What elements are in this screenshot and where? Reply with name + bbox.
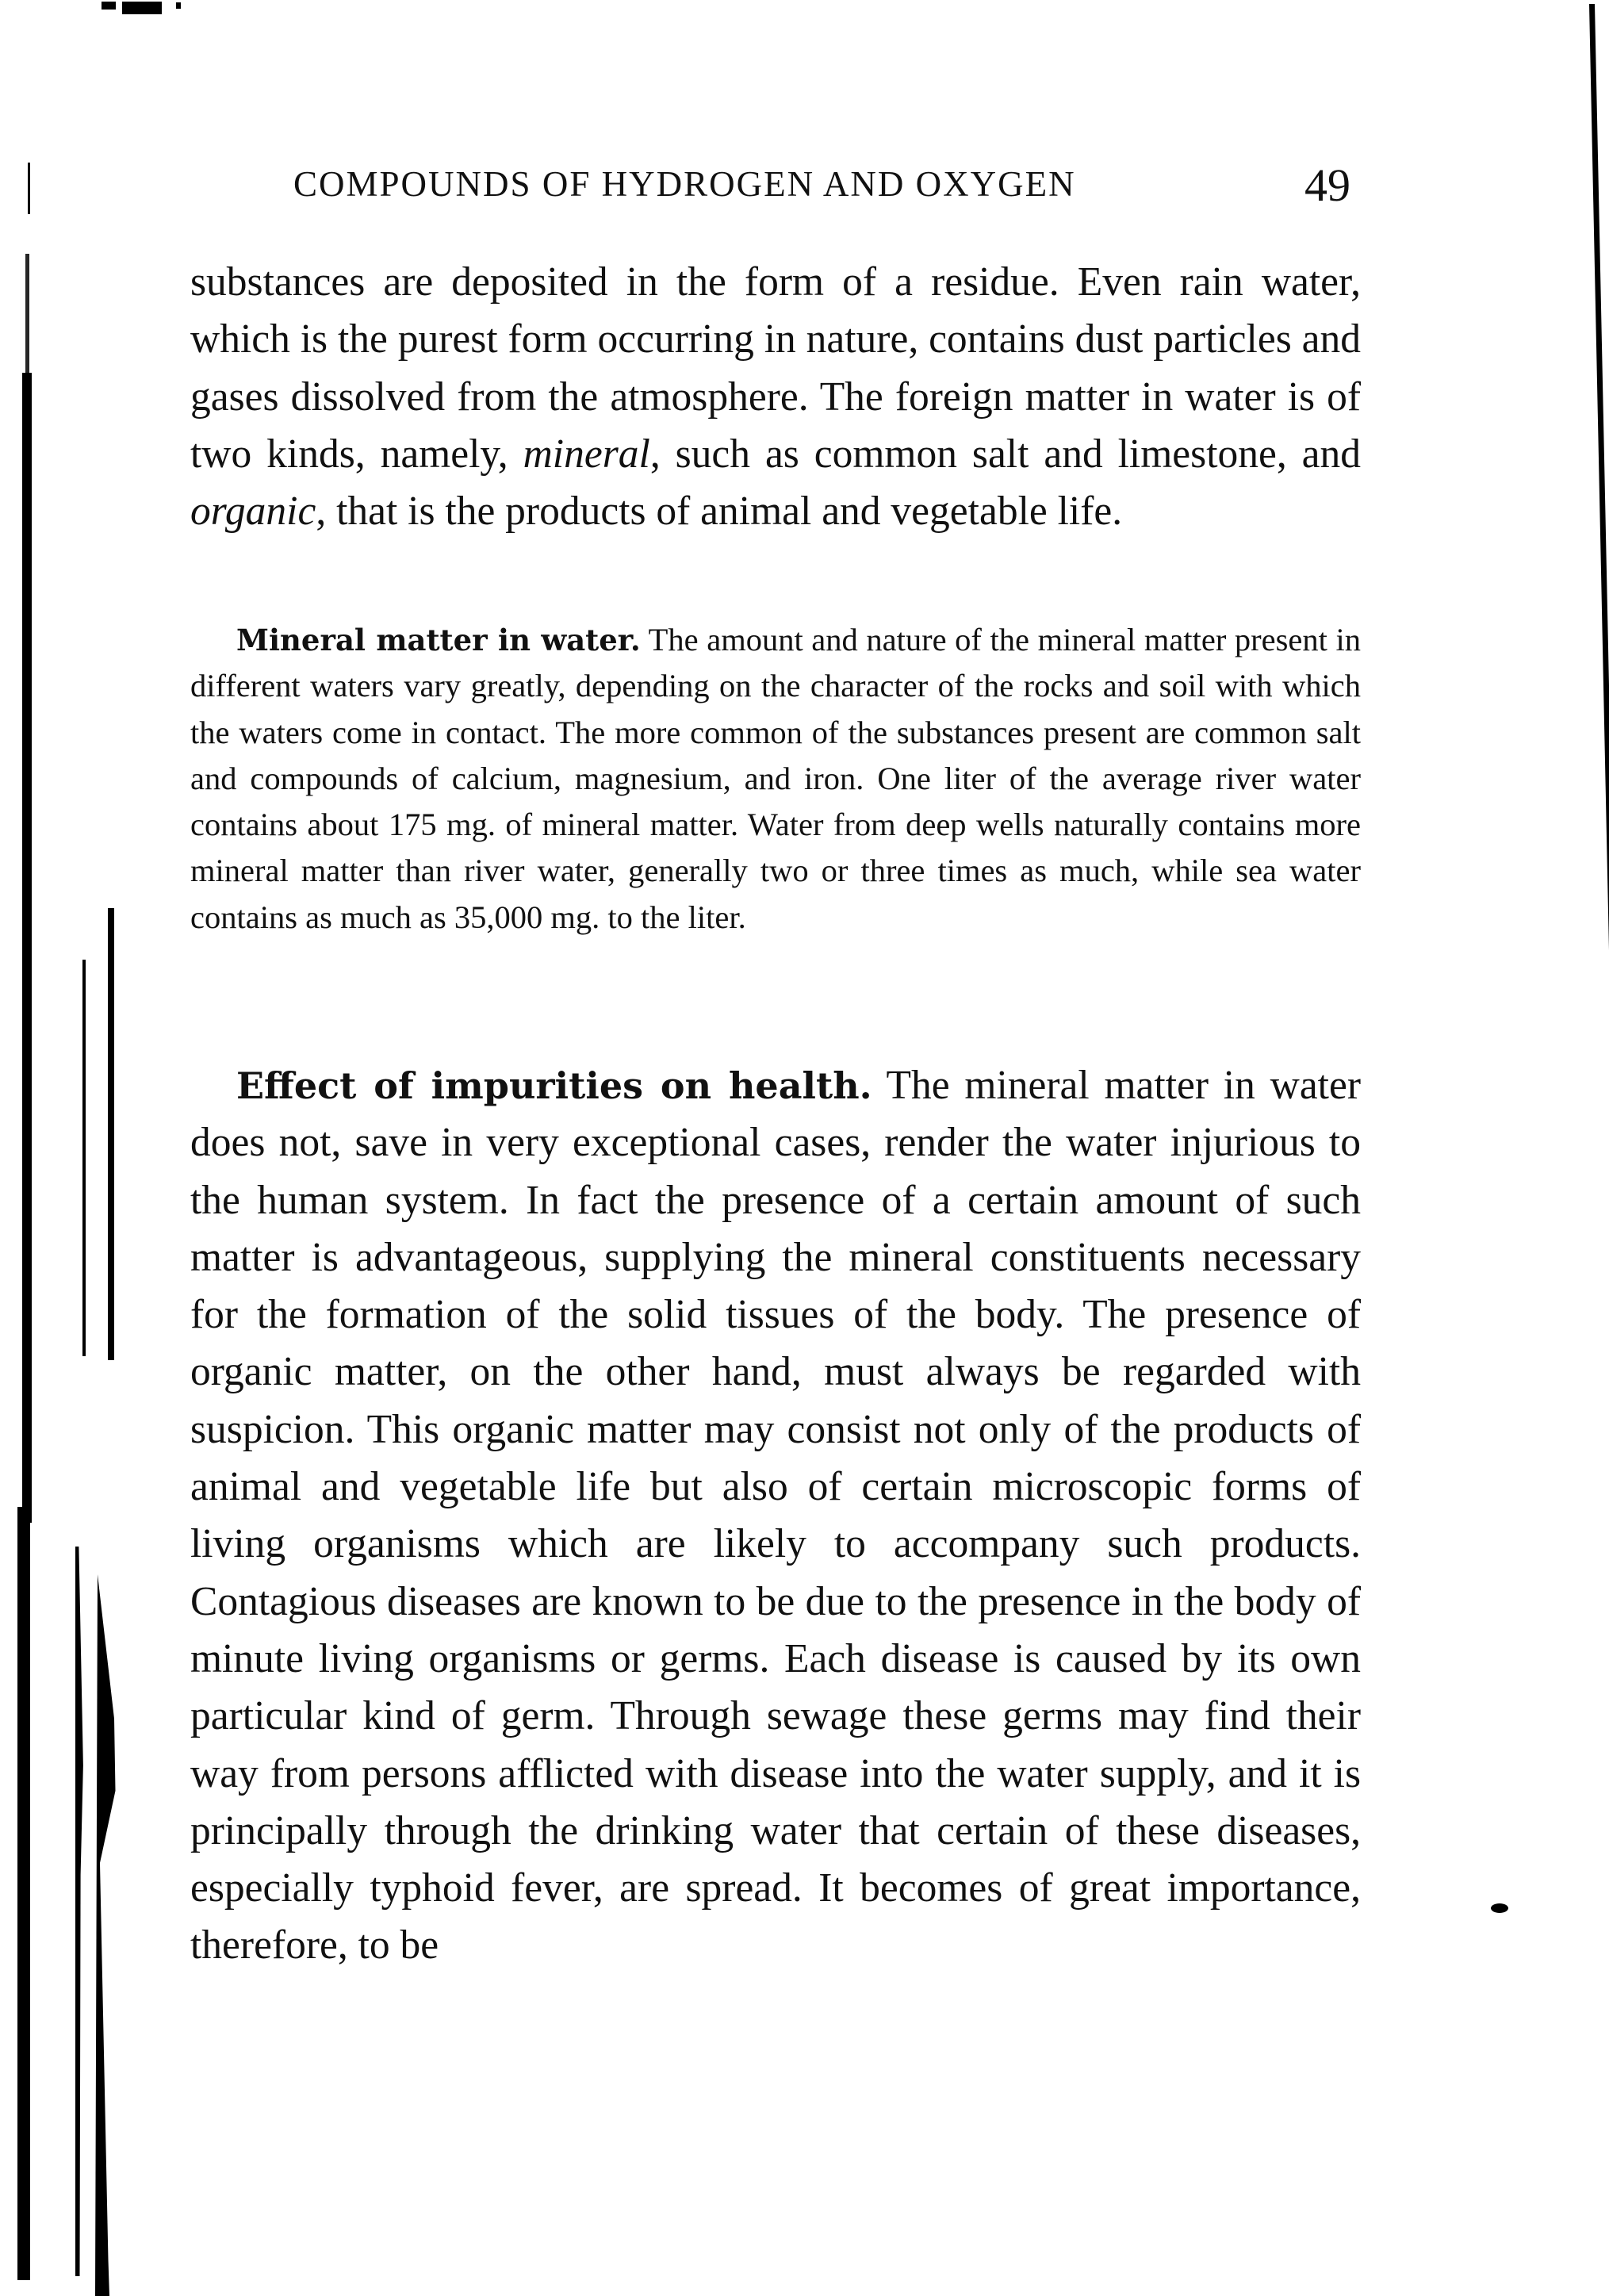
italic-term-mineral: mineral xyxy=(523,431,650,477)
scan-blot-top-left xyxy=(122,2,162,14)
text-run: The amount and nature of the mineral matter present in different waters vary greatly, depending on the character of the rocks and soil with which the waters come in contact. The more common of the substances present are common salt and compounds of calcium, magnesium, and iron. One liter of the average river water contains about 175 mg. of mineral matter. Water from deep wells naturally contains more mineral matter than river water, generally two or three times as much, while sea water contains as much as 35,000 mg. to the liter. xyxy=(190,622,1361,935)
binding-edge-line xyxy=(82,960,86,1356)
text-run: , that is the products of animal and vegetable life. xyxy=(316,489,1123,535)
binding-edge-line xyxy=(17,1507,30,2280)
binding-edge-line xyxy=(108,908,114,1360)
scan-blot-top-left xyxy=(102,2,116,10)
impurities-health-section xyxy=(190,1057,1361,1975)
paragraph-text xyxy=(190,617,1361,941)
mineral-matter-section xyxy=(190,617,1361,941)
page-number: 49 xyxy=(1304,159,1350,211)
running-title: COMPOUNDS OF HYDROGEN AND OXYGEN xyxy=(293,164,1076,204)
binding-edge-line xyxy=(28,163,30,214)
text-run: substances are deposited in the form of a residue. Even rain water, which is the purest form occurring in nature, contains dust particles and gases dissolved from the atmosphere. The foreign matter in water is of two kinds, namely, xyxy=(190,259,1361,477)
paragraph-text xyxy=(190,1057,1361,1975)
text-run: , such as common salt and limestone, and xyxy=(649,431,1362,477)
section-heading: Mineral matter in water. xyxy=(236,623,641,657)
running-head xyxy=(293,159,1360,214)
binding-edge-line xyxy=(95,1574,119,2296)
section-heading: Effect of impurities on health. xyxy=(236,1064,872,1107)
italic-term-organic: organic xyxy=(190,489,316,535)
binding-edge-line xyxy=(22,373,32,1523)
stray-ink-dot xyxy=(1491,1903,1508,1913)
binding-edge-line xyxy=(75,1547,93,2276)
scan-blot-top-left xyxy=(176,2,181,9)
continuation-paragraph xyxy=(190,254,1361,540)
paragraph-text xyxy=(190,254,1361,540)
right-edge-line xyxy=(1589,4,1609,2294)
binding-edge-line xyxy=(25,254,29,373)
text-run: The mineral matter in water does not, save in very exceptional cases, render the water injurious to the human system. In fact the presence of a certain amount of such matter is advantageous, supplying the mineral constituents necessary for the formation of the solid tissues of the body. The presence of organic matter, on the other hand, must always be regarded with suspicion. This organic matter may consist not only of the products of animal and vegetable life but also of certain microscopic forms of living organisms which are likely to accompany such products. Contagious diseases are known to be due to the presence in the body of minute living organisms or germs. Each disease is caused by its own particular kind of germ. Through sewage these germs may find their way from persons afflicted with disease into the water supply, and it is principally through the drinking water that certain of these diseases, especially typhoid fever, are spread. It becomes of great importance, therefore, to be xyxy=(190,1063,1361,1968)
